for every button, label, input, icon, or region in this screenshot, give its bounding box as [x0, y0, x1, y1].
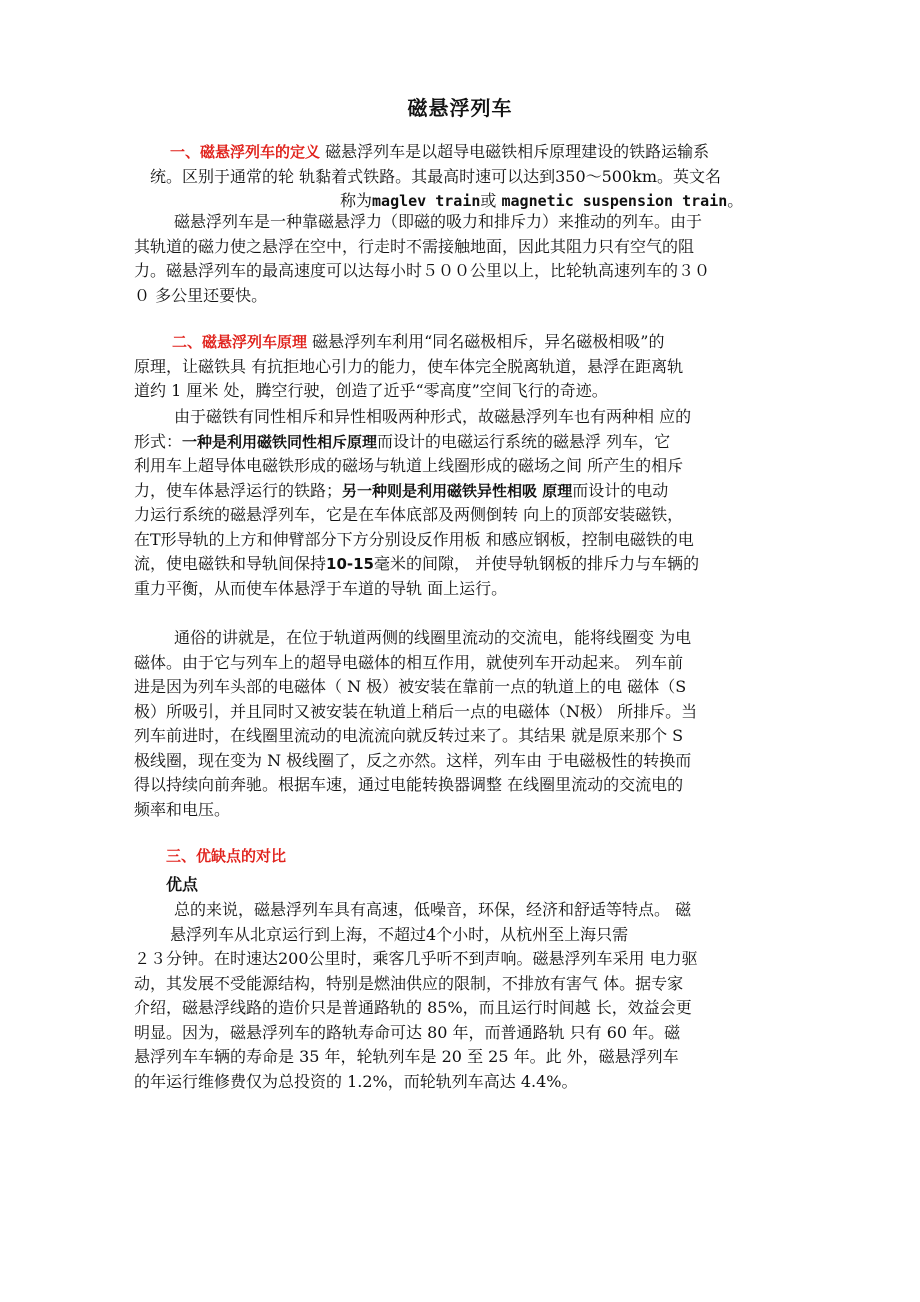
para-line: 利用车上超导体电磁铁形成的磁场与轨道上线圈形成的磁场之间 所产生的相斥 [134, 456, 684, 475]
para-line: 流，使电磁铁和导轨间保持10-15毫米的间隙， 并使导轨钢板的排斥力与车辆的 [134, 554, 700, 573]
section-heading-principle: 二、磁悬浮列车原理 [172, 333, 308, 351]
paragraph-advantages [134, 898, 786, 1094]
emphasis-text: 另一种则是利用磁铁异性相吸 原理 [342, 481, 573, 500]
paragraph-intro [134, 210, 786, 308]
paragraph-explanation [134, 626, 786, 822]
para-line: 二、磁悬浮列车原理 磁悬浮列车利用“同名磁极相斥，异名磁极相吸”的 [172, 332, 665, 351]
para-line: 力运行系统的磁悬浮列车，它是在车体底部及两侧倒转 向上的顶部安装磁铁， [134, 505, 684, 524]
para-line: 原理，让磁铁具 有抗拒地心引力的能力，使车体完全脱离轨道，悬浮在距离轨 [134, 356, 684, 376]
para-line: 力，使车体悬浮运行的铁路；另一种则是利用磁铁异性相吸 原理而设计的电动 [134, 480, 669, 500]
para-line: 统。区别于通常的轮 轨黏着式铁路。其最高时速可以达到350～500km。英文名 [150, 166, 722, 186]
emphasis-text: 一种是利用磁铁同性相斥原理 [182, 432, 378, 451]
para-line: 磁体。由于它与列车上的超导电磁体的相互作用，就使列车开动起来。 列车前 [134, 652, 684, 672]
section-definition [134, 140, 786, 214]
para-line: 悬浮列车车辆的寿命是 35 年，轮轨列车是 20 至 25 年。此 外，磁悬浮列车 [134, 1047, 679, 1066]
para-line: 频率和电压。 [134, 799, 231, 819]
para-line: 一、磁悬浮列车的定义 磁悬浮列车是以超导电磁铁相斥原理建设的铁路运输系 [170, 142, 710, 161]
english-term: maglev train [372, 192, 481, 210]
para-line: 极）所吸引，并且同时又被安装在轨道上稍后一点的电磁体（N极） 所排斥。当 [134, 701, 698, 721]
para-line: 道约 1 厘米 处，腾空行驶，创造了近乎“零高度”空间飞行的奇迹。 [134, 381, 608, 400]
para-line: ０ 多公里还要快。 [134, 285, 268, 305]
para-line: 称为maglev train或 magnetic suspension train。 [340, 191, 744, 210]
para-line: 极线圈，现在变为 N 极线圈了，反之亦然。这样，列车由 于电磁极性的转换而 [134, 750, 692, 770]
para-line: 总的来说，磁悬浮列车具有高速，低噪音，环保，经济和舒适等特点。 磁 [174, 900, 692, 919]
para-line: 介绍，磁悬浮线路的造价只是普通路轨的 85%，而且运行时间越 长，效益会更 [134, 998, 692, 1017]
para-line: 悬浮列车从北京运行到上海，不超过4个小时，从杭州至上海只需 [170, 924, 629, 944]
para-line: 磁悬浮列车是一种靠磁悬浮力（即磁的吸力和排斥力）来推动的列车。由于 [174, 212, 703, 231]
para-line: 动，其发展不受能源结构，特别是燃油供应的限制，不排放有害气 体。据专家 [134, 973, 684, 993]
para-line: 其轨道的磁力使之悬浮在空中，行走时不需接触地面，因此其阻力只有空气的阻 [134, 236, 695, 256]
para-line: 进是因为列车头部的电磁体（ N 极）被安装在靠前一点的轨道上的电 磁体（S [134, 677, 687, 696]
subheading-advantages: 优点 [166, 874, 199, 894]
para-line: 形式：一种是利用磁铁同性相斥原理而设计的电磁运行系统的磁悬浮 列车，它 [134, 431, 671, 451]
section-heading-comparison: 三、优缺点的对比 [166, 847, 287, 865]
section-principle [134, 330, 786, 404]
para-line: 列车前进时，在线圈里流动的电流流向就反转过来了。其结果 就是原来那个 S [134, 726, 684, 745]
para-line: 由于磁铁有同性相斥和异性相吸两种形式，故磁悬浮列车也有两种相 应的 [174, 407, 692, 426]
section-heading-definition: 一、磁悬浮列车的定义 [170, 143, 321, 161]
para-line: 的年运行维修费仅为总投资的 1.2%，而轮轨列车高达 4.4%。 [134, 1071, 578, 1091]
para-line: 得以持续向前奔驰。根据车速，通过电能转换器调整 在线圈里流动的交流电的 [134, 775, 684, 794]
emphasis-text: 10-15 [326, 555, 374, 573]
english-term: magnetic suspension train [501, 192, 728, 210]
para-line: 重力平衡，从而使车体悬浮于车道的导轨 面上运行。 [134, 578, 508, 598]
para-line: 通俗的讲就是，在位于轨道两侧的线圈里流动的交流电，能将线圈变 为电 [174, 628, 692, 647]
section-comparison [134, 844, 786, 897]
para-line: 明显。因为，磁悬浮列车的路轨寿命可达 80 年，而普通路轨 只有 60 年。磁 [134, 1022, 681, 1042]
paragraph-two-forms [134, 405, 786, 601]
para-line: ２３分钟。在时速达200公里时，乘客几乎听不到声响。磁悬浮列车采用 电力驱 [134, 949, 698, 968]
para-line: 力。磁悬浮列车的最高速度可以达每小时５００公里以上，比轮轨高速列车的３０ [134, 261, 711, 280]
document-title: 磁悬浮列车 [407, 96, 513, 120]
para-line: 在T形导轨的上方和伸臂部分下方分别设反作用板 和感应钢板，控制电磁铁的电 [134, 529, 694, 549]
